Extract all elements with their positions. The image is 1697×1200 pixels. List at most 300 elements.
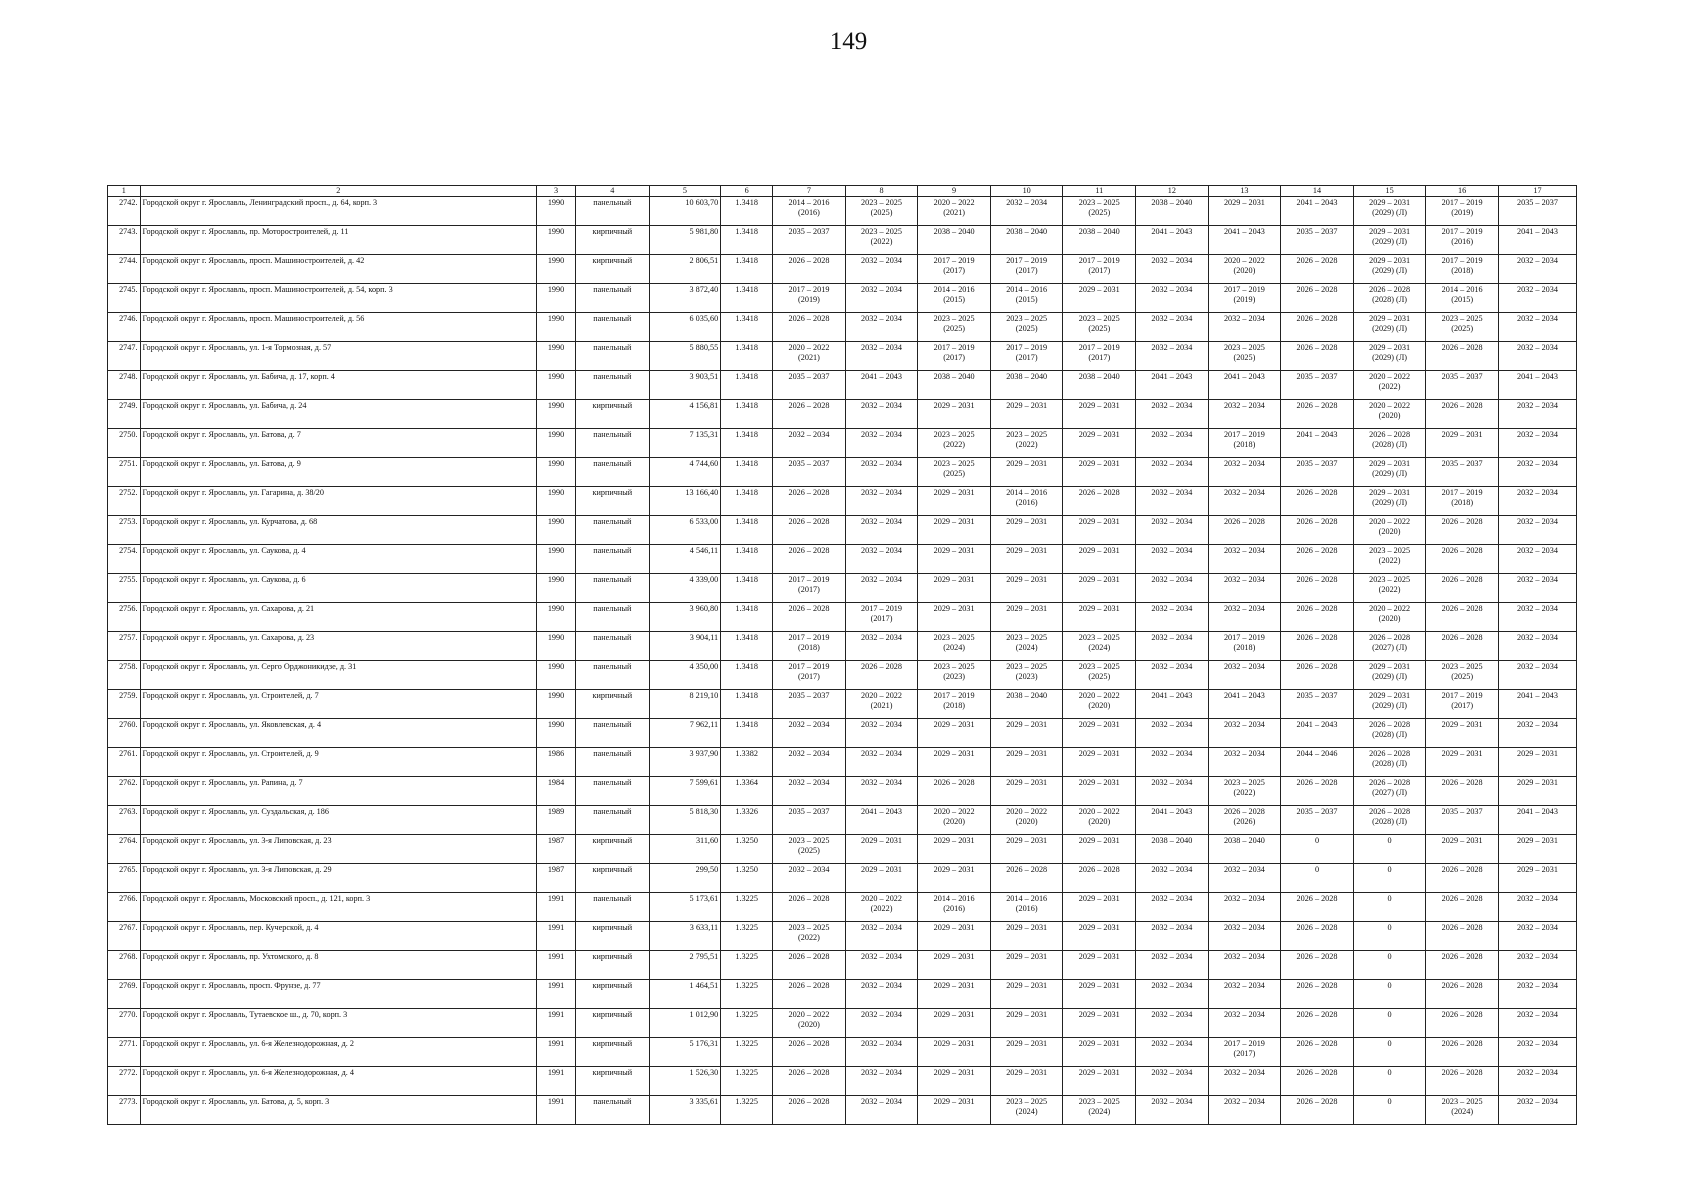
table-cell-col-1: 2747. <box>108 342 141 371</box>
table-cell-col-12: 2032 – 2034 <box>1136 748 1209 777</box>
table-cell-col-11: 2029 – 2031 <box>1063 719 1136 748</box>
table-cell-col-13: 2020 – 2022 (2020) <box>1208 255 1281 284</box>
table-cell-col-1: 2771. <box>108 1038 141 1067</box>
table-cell-col-1: 2766. <box>108 893 141 922</box>
table-cell-col-3: 1984 <box>537 777 576 806</box>
table-cell-col-10: 2029 – 2031 <box>990 719 1063 748</box>
table-cell-col-7: 2035 – 2037 <box>773 226 846 255</box>
table-cell-col-17: 2032 – 2034 <box>1498 603 1576 632</box>
table-cell-col-13: 2032 – 2034 <box>1208 1096 1281 1125</box>
table-cell-col-4: панельный <box>576 342 650 371</box>
table-cell-col-3: 1987 <box>537 835 576 864</box>
table-cell-col-7: 2026 – 2028 <box>773 255 846 284</box>
table-cell-col-15: 0 <box>1353 1067 1426 1096</box>
table-cell-col-10: 2038 – 2040 <box>990 371 1063 400</box>
table-cell-col-11: 2029 – 2031 <box>1063 400 1136 429</box>
table-cell-col-11: 2017 – 2019 (2017) <box>1063 342 1136 371</box>
table-cell-col-16: 2029 – 2031 <box>1426 748 1499 777</box>
table-cell-col-8: 2032 – 2034 <box>845 748 918 777</box>
table-cell-col-14: 2026 – 2028 <box>1281 777 1354 806</box>
table-cell-col-15: 2029 – 2031 (2029) (Л) <box>1353 690 1426 719</box>
table-cell-col-16: 2014 – 2016 (2015) <box>1426 284 1499 313</box>
table-cell-col-2: Городской округ г. Ярославль, ул. Батова, д. 9 <box>140 458 537 487</box>
table-cell-col-17: 2032 – 2034 <box>1498 980 1576 1009</box>
table-cell-col-9: 2038 – 2040 <box>918 226 991 255</box>
table-cell-col-17: 2032 – 2034 <box>1498 400 1576 429</box>
table-cell-col-15: 2026 – 2028 (2028) (Л) <box>1353 748 1426 777</box>
table-cell-col-12: 2032 – 2034 <box>1136 400 1209 429</box>
table-cell-col-17: 2032 – 2034 <box>1498 1009 1576 1038</box>
table-cell-col-14: 2026 – 2028 <box>1281 661 1354 690</box>
table-cell-col-1: 2765. <box>108 864 141 893</box>
table-cell-col-8: 2032 – 2034 <box>845 313 918 342</box>
table-cell-col-12: 2032 – 2034 <box>1136 951 1209 980</box>
table-cell-col-5: 3 904,11 <box>649 632 721 661</box>
table-cell-col-2: Городской округ г. Ярославль, ул. Яковлевская, д. 4 <box>140 719 537 748</box>
column-header-6: 6 <box>721 186 773 197</box>
table-cell-col-15: 2023 – 2025 (2022) <box>1353 545 1426 574</box>
table-cell-col-13: 2032 – 2034 <box>1208 400 1281 429</box>
table-cell-col-6: 1.3418 <box>721 487 773 516</box>
table-cell-col-6: 1.3418 <box>721 516 773 545</box>
table-cell-col-8: 2032 – 2034 <box>845 922 918 951</box>
table-cell-col-10: 2029 – 2031 <box>990 777 1063 806</box>
table-cell-col-2: Городской округ г. Ярославль, ул. Бабича, д. 24 <box>140 400 537 429</box>
table-cell-col-8: 2026 – 2028 <box>845 661 918 690</box>
table-cell-col-13: 2032 – 2034 <box>1208 487 1281 516</box>
table-cell-col-11: 2029 – 2031 <box>1063 429 1136 458</box>
column-header-9: 9 <box>918 186 991 197</box>
table-cell-col-11: 2029 – 2031 <box>1063 603 1136 632</box>
table-cell-col-17: 2041 – 2043 <box>1498 371 1576 400</box>
table-cell-col-1: 2746. <box>108 313 141 342</box>
table-cell-col-2: Городской округ г. Ярославль, ул. Строителей, д. 7 <box>140 690 537 719</box>
table-cell-col-16: 2026 – 2028 <box>1426 516 1499 545</box>
table-row <box>108 806 1577 835</box>
table-row <box>108 864 1577 893</box>
table-cell-col-5: 311,60 <box>649 835 721 864</box>
table-cell-col-17: 2029 – 2031 <box>1498 835 1576 864</box>
table-cell-col-12: 2032 – 2034 <box>1136 1096 1209 1125</box>
table-cell-col-4: панельный <box>576 661 650 690</box>
table-row <box>108 1067 1577 1096</box>
table-row <box>108 342 1577 371</box>
table-cell-col-7: 2023 – 2025 (2022) <box>773 922 846 951</box>
table-row <box>108 632 1577 661</box>
table-cell-col-13: 2017 – 2019 (2018) <box>1208 429 1281 458</box>
table-row <box>108 748 1577 777</box>
table-cell-col-9: 2014 – 2016 (2016) <box>918 893 991 922</box>
table-cell-col-10: 2017 – 2019 (2017) <box>990 255 1063 284</box>
table-cell-col-1: 2745. <box>108 284 141 313</box>
table-cell-col-10: 2029 – 2031 <box>990 516 1063 545</box>
table-cell-col-2: Городской округ г. Ярославль, ул. Суздальская, д. 186 <box>140 806 537 835</box>
table-cell-col-7: 2020 – 2022 (2021) <box>773 342 846 371</box>
table-row <box>108 458 1577 487</box>
table-row <box>108 719 1577 748</box>
table-cell-col-11: 2029 – 2031 <box>1063 1067 1136 1096</box>
table-cell-col-15: 2020 – 2022 (2020) <box>1353 516 1426 545</box>
table-cell-col-14: 2026 – 2028 <box>1281 545 1354 574</box>
table-cell-col-15: 2020 – 2022 (2020) <box>1353 400 1426 429</box>
table-cell-col-12: 2032 – 2034 <box>1136 545 1209 574</box>
table-row <box>108 980 1577 1009</box>
table-cell-col-6: 1.3418 <box>721 603 773 632</box>
table-cell-col-5: 2 806,51 <box>649 255 721 284</box>
table-cell-col-1: 2751. <box>108 458 141 487</box>
table-cell-col-8: 2032 – 2034 <box>845 255 918 284</box>
table-cell-col-9: 2017 – 2019 (2018) <box>918 690 991 719</box>
table-row <box>108 226 1577 255</box>
table-cell-col-2: Городской округ г. Ярославль, ул. 1-я Тормозная, д. 57 <box>140 342 537 371</box>
table-cell-col-13: 2041 – 2043 <box>1208 226 1281 255</box>
table-row <box>108 429 1577 458</box>
table-cell-col-16: 2026 – 2028 <box>1426 893 1499 922</box>
table-row <box>108 1038 1577 1067</box>
table-cell-col-8: 2032 – 2034 <box>845 1038 918 1067</box>
table-cell-col-15: 2026 – 2028 (2028) (Л) <box>1353 429 1426 458</box>
table-cell-col-9: 2029 – 2031 <box>918 545 991 574</box>
table-cell-col-4: панельный <box>576 893 650 922</box>
table-cell-col-4: кирпичный <box>576 690 650 719</box>
table-cell-col-4: панельный <box>576 371 650 400</box>
table-cell-col-5: 4 339,00 <box>649 574 721 603</box>
table-row <box>108 516 1577 545</box>
table-cell-col-10: 2026 – 2028 <box>990 864 1063 893</box>
table-cell-col-8: 2020 – 2022 (2021) <box>845 690 918 719</box>
table-cell-col-6: 1.3418 <box>721 371 773 400</box>
table-cell-col-15: 2029 – 2031 (2029) (Л) <box>1353 458 1426 487</box>
table-row <box>108 893 1577 922</box>
table-cell-col-1: 2749. <box>108 400 141 429</box>
table-cell-col-9: 2029 – 2031 <box>918 748 991 777</box>
table-cell-col-16: 2023 – 2025 (2025) <box>1426 313 1499 342</box>
table-cell-col-7: 2026 – 2028 <box>773 893 846 922</box>
table-cell-col-15: 2029 – 2031 (2029) (Л) <box>1353 342 1426 371</box>
table-cell-col-6: 1.3418 <box>721 313 773 342</box>
table-cell-col-4: панельный <box>576 632 650 661</box>
table-cell-col-4: панельный <box>576 313 650 342</box>
table-cell-col-7: 2026 – 2028 <box>773 1038 846 1067</box>
table-cell-col-2: Городской округ г. Ярославль, ул. Серго Орджоникидзе, д. 31 <box>140 661 537 690</box>
table-cell-col-8: 2032 – 2034 <box>845 1009 918 1038</box>
table-cell-col-11: 2020 – 2022 (2020) <box>1063 806 1136 835</box>
table-cell-col-8: 2032 – 2034 <box>845 574 918 603</box>
column-header-1: 1 <box>108 186 141 197</box>
table-cell-col-2: Городской округ г. Ярославль, Московский просп., д. 121, корп. 3 <box>140 893 537 922</box>
table-cell-col-16: 2029 – 2031 <box>1426 719 1499 748</box>
table-cell-col-3: 1990 <box>537 458 576 487</box>
table-cell-col-8: 2041 – 2043 <box>845 371 918 400</box>
table-cell-col-17: 2032 – 2034 <box>1498 313 1576 342</box>
table-cell-col-16: 2035 – 2037 <box>1426 371 1499 400</box>
table-cell-col-10: 2023 – 2025 (2024) <box>990 632 1063 661</box>
table-cell-col-4: панельный <box>576 748 650 777</box>
table-cell-col-10: 2032 – 2034 <box>990 197 1063 226</box>
table-cell-col-13: 2017 – 2019 (2019) <box>1208 284 1281 313</box>
table-cell-col-1: 2762. <box>108 777 141 806</box>
table-cell-col-9: 2029 – 2031 <box>918 1009 991 1038</box>
table-cell-col-7: 2035 – 2037 <box>773 458 846 487</box>
table-cell-col-6: 1.3225 <box>721 951 773 980</box>
table-cell-col-16: 2026 – 2028 <box>1426 1067 1499 1096</box>
table-cell-col-1: 2754. <box>108 545 141 574</box>
table-cell-col-7: 2017 – 2019 (2017) <box>773 574 846 603</box>
table-cell-col-12: 2032 – 2034 <box>1136 487 1209 516</box>
table-cell-col-8: 2017 – 2019 (2017) <box>845 603 918 632</box>
table-cell-col-5: 13 166,40 <box>649 487 721 516</box>
table-row <box>108 255 1577 284</box>
table-cell-col-13: 2032 – 2034 <box>1208 719 1281 748</box>
table-cell-col-11: 2023 – 2025 (2025) <box>1063 313 1136 342</box>
table-cell-col-5: 299,50 <box>649 864 721 893</box>
table-cell-col-11: 2038 – 2040 <box>1063 226 1136 255</box>
table-cell-col-12: 2032 – 2034 <box>1136 893 1209 922</box>
table-cell-col-15: 2026 – 2028 (2027) (Л) <box>1353 777 1426 806</box>
table-cell-col-2: Городской округ г. Ярославль, ул. Батова, д. 7 <box>140 429 537 458</box>
table-cell-col-13: 2026 – 2028 <box>1208 516 1281 545</box>
table-cell-col-16: 2026 – 2028 <box>1426 400 1499 429</box>
table-cell-col-12: 2032 – 2034 <box>1136 980 1209 1009</box>
table-cell-col-10: 2023 – 2025 (2025) <box>990 313 1063 342</box>
table-cell-col-1: 2764. <box>108 835 141 864</box>
table-cell-col-12: 2032 – 2034 <box>1136 458 1209 487</box>
table-cell-col-4: панельный <box>576 777 650 806</box>
table-cell-col-1: 2752. <box>108 487 141 516</box>
table-cell-col-13: 2017 – 2019 (2018) <box>1208 632 1281 661</box>
table-cell-col-6: 1.3225 <box>721 1009 773 1038</box>
table-cell-col-4: кирпичный <box>576 980 650 1009</box>
table-cell-col-3: 1991 <box>537 1067 576 1096</box>
table-cell-col-7: 2032 – 2034 <box>773 429 846 458</box>
table-cell-col-2: Городской округ г. Ярославль, ул. Гагарина, д. 38/20 <box>140 487 537 516</box>
table-cell-col-8: 2032 – 2034 <box>845 545 918 574</box>
table-row <box>108 1009 1577 1038</box>
table-cell-col-6: 1.3418 <box>721 545 773 574</box>
table-cell-col-1: 2758. <box>108 661 141 690</box>
table-cell-col-13: 2032 – 2034 <box>1208 1067 1281 1096</box>
table-cell-col-2: Городской округ г. Ярославль, ул. 3-я Липовская, д. 23 <box>140 835 537 864</box>
table-body <box>108 197 1577 1125</box>
table-cell-col-12: 2032 – 2034 <box>1136 777 1209 806</box>
table-cell-col-1: 2753. <box>108 516 141 545</box>
table-cell-col-9: 2014 – 2016 (2015) <box>918 284 991 313</box>
table-cell-col-11: 2029 – 2031 <box>1063 777 1136 806</box>
table-cell-col-6: 1.3250 <box>721 835 773 864</box>
table-cell-col-16: 2017 – 2019 (2017) <box>1426 690 1499 719</box>
table-cell-col-1: 2757. <box>108 632 141 661</box>
table-cell-col-4: панельный <box>576 516 650 545</box>
table-cell-col-5: 4 744,60 <box>649 458 721 487</box>
table-cell-col-13: 2029 – 2031 <box>1208 197 1281 226</box>
header-row <box>108 186 1577 197</box>
table-cell-col-16: 2026 – 2028 <box>1426 632 1499 661</box>
table-cell-col-17: 2029 – 2031 <box>1498 748 1576 777</box>
table-cell-col-11: 2023 – 2025 (2024) <box>1063 1096 1136 1125</box>
column-header-13: 13 <box>1208 186 1281 197</box>
table-cell-col-16: 2026 – 2028 <box>1426 922 1499 951</box>
table-cell-col-11: 2029 – 2031 <box>1063 980 1136 1009</box>
table-cell-col-5: 4 156,81 <box>649 400 721 429</box>
table-cell-col-17: 2032 – 2034 <box>1498 284 1576 313</box>
table-cell-col-13: 2038 – 2040 <box>1208 835 1281 864</box>
table-cell-col-12: 2032 – 2034 <box>1136 255 1209 284</box>
table-cell-col-9: 2029 – 2031 <box>918 951 991 980</box>
table-cell-col-3: 1990 <box>537 197 576 226</box>
table-cell-col-14: 2026 – 2028 <box>1281 632 1354 661</box>
table-cell-col-7: 2026 – 2028 <box>773 603 846 632</box>
table-cell-col-14: 2026 – 2028 <box>1281 342 1354 371</box>
table-cell-col-15: 0 <box>1353 922 1426 951</box>
table-cell-col-2: Городской округ г. Ярославль, просп. Машиностроителей, д. 42 <box>140 255 537 284</box>
table-cell-col-10: 2029 – 2031 <box>990 951 1063 980</box>
table-cell-col-10: 2017 – 2019 (2017) <box>990 342 1063 371</box>
table-cell-col-9: 2020 – 2022 (2021) <box>918 197 991 226</box>
table-cell-col-7: 2026 – 2028 <box>773 516 846 545</box>
table-cell-col-16: 2017 – 2019 (2019) <box>1426 197 1499 226</box>
table-cell-col-7: 2032 – 2034 <box>773 777 846 806</box>
table-cell-col-2: Городской округ г. Ярославль, пер. Кучерской, д. 4 <box>140 922 537 951</box>
table-cell-col-3: 1990 <box>537 487 576 516</box>
table-cell-col-6: 1.3225 <box>721 922 773 951</box>
table-cell-col-14: 2035 – 2037 <box>1281 690 1354 719</box>
table-cell-col-16: 2026 – 2028 <box>1426 342 1499 371</box>
table-cell-col-14: 2026 – 2028 <box>1281 1096 1354 1125</box>
table-cell-col-3: 1991 <box>537 1009 576 1038</box>
table-cell-col-9: 2017 – 2019 (2017) <box>918 342 991 371</box>
table-cell-col-17: 2032 – 2034 <box>1498 574 1576 603</box>
table-cell-col-4: кирпичный <box>576 400 650 429</box>
table-cell-col-5: 1 526,30 <box>649 1067 721 1096</box>
table-cell-col-10: 2023 – 2025 (2024) <box>990 1096 1063 1125</box>
table-cell-col-9: 2023 – 2025 (2025) <box>918 458 991 487</box>
table-cell-col-14: 2026 – 2028 <box>1281 255 1354 284</box>
table-row <box>108 1096 1577 1125</box>
table-cell-col-2: Городской округ г. Ярославль, ул. 3-я Липовская, д. 29 <box>140 864 537 893</box>
table-cell-col-14: 2035 – 2037 <box>1281 806 1354 835</box>
table-cell-col-11: 2029 – 2031 <box>1063 835 1136 864</box>
table-cell-col-3: 1990 <box>537 661 576 690</box>
table-cell-col-5: 4 350,00 <box>649 661 721 690</box>
table-cell-col-10: 2023 – 2025 (2022) <box>990 429 1063 458</box>
table-cell-col-5: 7 135,31 <box>649 429 721 458</box>
table-cell-col-5: 6 533,00 <box>649 516 721 545</box>
table-cell-col-13: 2032 – 2034 <box>1208 313 1281 342</box>
table-cell-col-6: 1.3418 <box>721 458 773 487</box>
table-cell-col-12: 2032 – 2034 <box>1136 922 1209 951</box>
table-cell-col-11: 2029 – 2031 <box>1063 951 1136 980</box>
table-cell-col-15: 2029 – 2031 (2029) (Л) <box>1353 313 1426 342</box>
table-cell-col-15: 2023 – 2025 (2022) <box>1353 574 1426 603</box>
table-cell-col-6: 1.3250 <box>721 864 773 893</box>
table-cell-col-10: 2029 – 2031 <box>990 835 1063 864</box>
table-cell-col-4: панельный <box>576 197 650 226</box>
table-cell-col-3: 1990 <box>537 574 576 603</box>
column-header-4: 4 <box>576 186 650 197</box>
table-cell-col-7: 2017 – 2019 (2017) <box>773 661 846 690</box>
table-cell-col-4: кирпичный <box>576 487 650 516</box>
table-cell-col-12: 2032 – 2034 <box>1136 429 1209 458</box>
table-cell-col-8: 2032 – 2034 <box>845 400 918 429</box>
table-cell-col-16: 2026 – 2028 <box>1426 1009 1499 1038</box>
table-cell-col-16: 2026 – 2028 <box>1426 951 1499 980</box>
table-cell-col-7: 2035 – 2037 <box>773 806 846 835</box>
table-cell-col-4: кирпичный <box>576 226 650 255</box>
table-cell-col-2: Городской округ г. Ярославль, ул. Сахарова, д. 21 <box>140 603 537 632</box>
table-cell-col-10: 2029 – 2031 <box>990 458 1063 487</box>
table-cell-col-3: 1991 <box>537 951 576 980</box>
table-cell-col-9: 2029 – 2031 <box>918 719 991 748</box>
table-cell-col-14: 2026 – 2028 <box>1281 951 1354 980</box>
table-cell-col-12: 2032 – 2034 <box>1136 719 1209 748</box>
table-cell-col-10: 2020 – 2022 (2020) <box>990 806 1063 835</box>
table-cell-col-12: 2032 – 2034 <box>1136 661 1209 690</box>
table-cell-col-3: 1990 <box>537 226 576 255</box>
table-row <box>108 371 1577 400</box>
table-cell-col-12: 2032 – 2034 <box>1136 632 1209 661</box>
table-cell-col-7: 2026 – 2028 <box>773 545 846 574</box>
table-row <box>108 922 1577 951</box>
table-cell-col-7: 2032 – 2034 <box>773 719 846 748</box>
table-cell-col-3: 1991 <box>537 980 576 1009</box>
table-cell-col-16: 2026 – 2028 <box>1426 777 1499 806</box>
table-cell-col-15: 2029 – 2031 (2029) (Л) <box>1353 226 1426 255</box>
table-cell-col-12: 2032 – 2034 <box>1136 864 1209 893</box>
table-cell-col-2: Городской округ г. Ярославль, просп. Машиностроителей, д. 56 <box>140 313 537 342</box>
table-cell-col-11: 2029 – 2031 <box>1063 922 1136 951</box>
table-cell-col-12: 2032 – 2034 <box>1136 574 1209 603</box>
table-cell-col-14: 2026 – 2028 <box>1281 400 1354 429</box>
table-cell-col-12: 2032 – 2034 <box>1136 1009 1209 1038</box>
table-cell-col-17: 2032 – 2034 <box>1498 1096 1576 1125</box>
table-cell-col-16: 2017 – 2019 (2018) <box>1426 255 1499 284</box>
table-cell-col-6: 1.3418 <box>721 255 773 284</box>
table-row <box>108 690 1577 719</box>
table-cell-col-2: Городской округ г. Ярославль, пр. Ухтомского, д. 8 <box>140 951 537 980</box>
table-cell-col-3: 1990 <box>537 429 576 458</box>
table-cell-col-15: 0 <box>1353 893 1426 922</box>
table-cell-col-15: 2029 – 2031 (2029) (Л) <box>1353 487 1426 516</box>
table-cell-col-7: 2035 – 2037 <box>773 690 846 719</box>
page-number: 149 <box>829 28 868 55</box>
table-cell-col-16: 2026 – 2028 <box>1426 980 1499 1009</box>
table-cell-col-8: 2032 – 2034 <box>845 980 918 1009</box>
table-cell-col-10: 2029 – 2031 <box>990 922 1063 951</box>
table-cell-col-8: 2032 – 2034 <box>845 777 918 806</box>
table-cell-col-4: панельный <box>576 284 650 313</box>
table-cell-col-14: 2026 – 2028 <box>1281 1038 1354 1067</box>
table-cell-col-11: 2029 – 2031 <box>1063 458 1136 487</box>
table-cell-col-4: панельный <box>576 719 650 748</box>
table-cell-col-13: 2032 – 2034 <box>1208 661 1281 690</box>
table-cell-col-6: 1.3418 <box>721 342 773 371</box>
table-cell-col-5: 7 599,61 <box>649 777 721 806</box>
table-cell-col-17: 2032 – 2034 <box>1498 893 1576 922</box>
column-header-14: 14 <box>1281 186 1354 197</box>
table-cell-col-14: 2041 – 2043 <box>1281 429 1354 458</box>
table-cell-col-9: 2029 – 2031 <box>918 516 991 545</box>
table-cell-col-14: 2026 – 2028 <box>1281 893 1354 922</box>
table-cell-col-3: 1987 <box>537 864 576 893</box>
table-row <box>108 951 1577 980</box>
table-cell-col-17: 2032 – 2034 <box>1498 487 1576 516</box>
table-cell-col-6: 1.3418 <box>721 632 773 661</box>
table-cell-col-1: 2756. <box>108 603 141 632</box>
table-cell-col-14: 2026 – 2028 <box>1281 922 1354 951</box>
table-cell-col-9: 2029 – 2031 <box>918 1038 991 1067</box>
table-cell-col-7: 2017 – 2019 (2019) <box>773 284 846 313</box>
table-cell-col-16: 2026 – 2028 <box>1426 1038 1499 1067</box>
